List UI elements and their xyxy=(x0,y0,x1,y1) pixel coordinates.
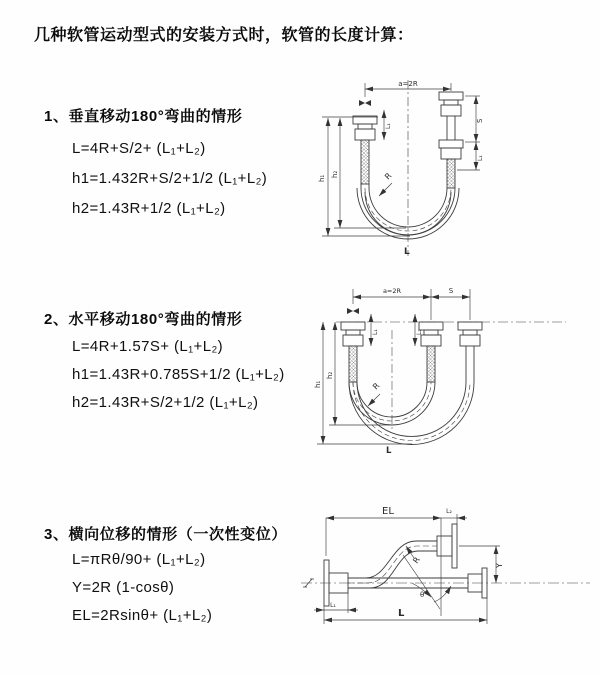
hose-outline xyxy=(336,322,566,445)
dim-label-radius: R xyxy=(411,555,422,566)
dim-label-h2: h₂ xyxy=(326,371,334,379)
dim-label-y: Y xyxy=(495,563,504,568)
dim-label-l2: L₂ xyxy=(446,508,452,515)
dimension-lines xyxy=(314,514,500,624)
dim-label-l1: L₁ xyxy=(372,329,379,335)
dim-label-s: S xyxy=(476,118,484,123)
dim-label-h1: h₁ xyxy=(314,380,322,388)
section-1-formula-h2: h2=1.43R+1/2 (L₁+L₂) xyxy=(72,200,226,217)
hose-outline xyxy=(353,80,463,256)
dim-label-length: L xyxy=(404,247,410,257)
section-1-formula-h1: h1=1.432R+S/2+1/2 (L₁+L₂) xyxy=(72,170,268,187)
section-3-heading: 3、横向位移的情形（一次性变位） xyxy=(44,526,287,543)
section-1-heading: 1、垂直移动180°弯曲的情形 xyxy=(44,108,243,125)
dim-label-length: L xyxy=(386,446,392,456)
dim-label-h2: h₂ xyxy=(331,170,339,178)
dim-label-angle: θ xyxy=(420,591,425,599)
dim-label-span: a=2R xyxy=(382,287,402,295)
position-mark-icon xyxy=(359,100,371,106)
dim-label-s: S xyxy=(448,287,454,295)
section-2-formula-h1: h1=1.43R+0.785S+1/2 (L₁+L₂) xyxy=(72,366,285,383)
page-title: 几种软管运动型式的安装方式时，软管的长度计算： xyxy=(34,27,414,44)
dimension-lines xyxy=(322,83,480,236)
dim-label-span: a=2R xyxy=(398,80,418,88)
dim-label-length: L xyxy=(398,608,405,619)
section-2-formula-h2: h2=1.43R+S/2+1/2 (L₁+L₂) xyxy=(72,394,259,411)
dim-label-l2: L₂ xyxy=(416,329,423,335)
dim-label-l1-right: L₁ xyxy=(477,155,484,161)
diagram-horizontal-180-bend xyxy=(308,282,595,454)
dim-label-radius: R xyxy=(371,381,382,392)
diagram-lateral-displacement xyxy=(296,498,595,658)
section-3-formula-L: L=πRθ/90+ (L₁+L₂) xyxy=(72,551,206,568)
position-mark-icon xyxy=(347,308,359,314)
dim-label-radius: R xyxy=(383,171,394,182)
dim-label-l1: L₁ xyxy=(330,602,336,609)
dim-label-el: EL xyxy=(382,506,394,517)
section-1-formula-L: L=4R+S/2+ (L₁+L₂) xyxy=(72,140,206,157)
section-2-heading: 2、水平移动180°弯曲的情形 xyxy=(44,311,243,328)
hose-outline xyxy=(301,524,590,609)
section-3-formula-Y: Y=2R (1-cosθ) xyxy=(72,579,175,596)
section-3-formula-EL: EL=2Rsinθ+ (L₁+L₂) xyxy=(72,607,213,624)
dim-label-h1: h₁ xyxy=(318,174,326,182)
section-2-formula-L: L=4R+1.57S+ (L₁+L₂) xyxy=(72,338,224,355)
diagram-vertical-180-bend xyxy=(308,76,592,262)
dimension-lines xyxy=(317,289,470,444)
dim-label-l1-left: L₁ xyxy=(385,123,392,129)
